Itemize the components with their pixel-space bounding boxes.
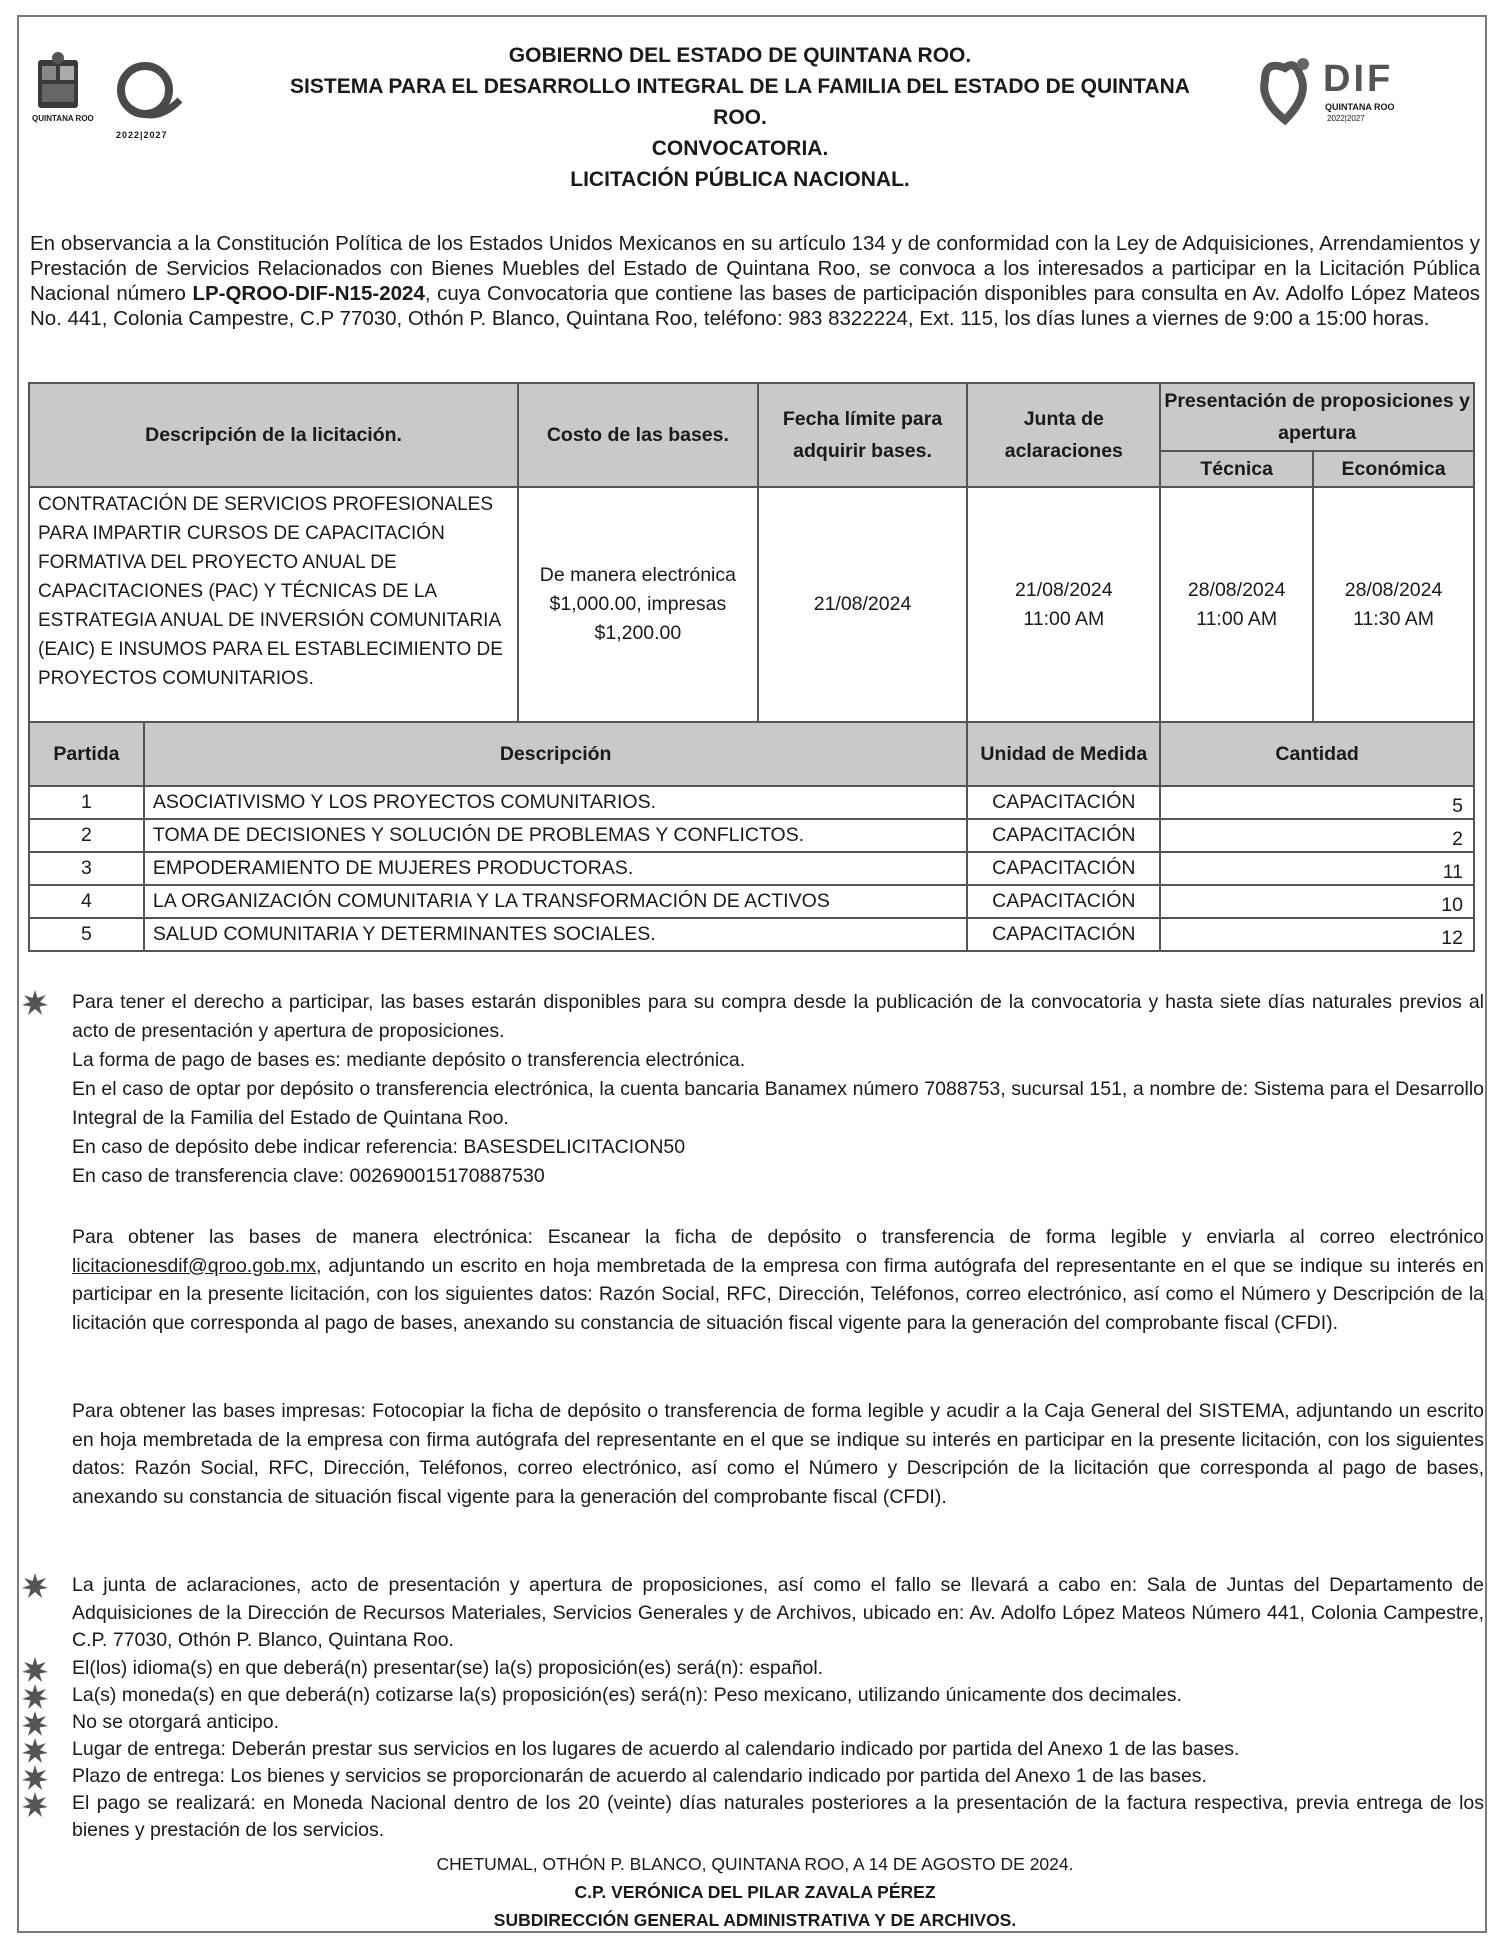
para-delivery-place: Lugar de entrega: Deberán prestar sus servicios en los lugares de acuerdo al calendario indicado por partida del Anexo 1 de las bases. [72,1738,1240,1760]
para-electronic-bases [72,1223,1484,1337]
items-header-cantidad: Cantidad [1160,722,1474,786]
item-unidad: CAPACITACIÓN [967,819,1160,852]
header-costo: Costo de las bases. [518,383,758,487]
junta-time: 11:00 AM [1023,607,1105,630]
burst-bullet-icon [22,1684,48,1710]
burst-bullet-icon [22,1711,48,1737]
tender-description: CONTRATACIÓN DE SERVICIOS PROFESIONALES PARA IMPARTIR CURSOS DE CAPACITACIÓN FORMATIVA DEL PROYECTO ANUAL DE CAPACITACIONES (PAC) Y TÉCNICAS DE LA ESTRATEGIA ANUAL DE INVERSIÓN COMUNITARIA (EAIC) E INSUMOS PARA EL ESTABLECIMIENTO DE PROYECTOS COMUNITARIOS. [29,487,518,722]
tecnica-date: 28/08/2024 [1187,578,1286,601]
item-unidad: CAPACITACIÓN [967,885,1160,918]
burst-bullet-icon [22,1765,48,1791]
electronic-bases-text-2: , adjuntando un escrito en hoja membretada de la empresa con firma autógrafa del representante en el que se indique su interés en participar en la presente licitación, con los siguientes datos: Razón Social, RFC, Dirección, Teléfonos, correo electrónico, así como el Número y Descripción de la licitación que corresponda al pago de bases, anexando su constancia de situación fiscal vigente para la generación del comprobante fiscal (CFDI). [72,1254,1484,1334]
items-header-unidad: Unidad de Medida [967,722,1160,786]
item-partida: 3 [29,852,144,885]
technical-opening [1160,487,1313,722]
signer-name: C.P. VERÓNICA DEL PILAR ZAVALA PÉREZ [574,1882,936,1902]
intro-text-2: , cuya Convocatoria que contiene las bases de participación disponibles para consulta en Av. Adolfo López Mateos No. 441, Colonia Campestre, C.P 77030, Othón P. Blanco, Quintana Roo, teléfono: 983 8322224, Ext. 115, los días lunes a viernes de 9:00 a 15:00 horas. [30,282,1481,330]
para-delivery-term: Plazo de entrega: Los bienes y servicios se proporcionarán de acuerdo al calendario indicado por partida del Anexo 1 de las bases. [72,1765,1207,1787]
para-transfer-key: En caso de transferencia clave: 002690015170887530 [72,1165,545,1187]
email-link[interactable]: licitacionesdif@qroo.gob.mx [72,1254,317,1277]
item-cantidad: 10 [1160,885,1474,918]
item-partida: 4 [29,885,144,918]
clarification-meeting [967,487,1160,722]
item-partida: 1 [29,786,144,819]
electronic-bases-text-1: Para obtener las bases de manera electrónica: Escanear la ficha de depósito o transferencia de forma legible y enviarla al correo electrónico [72,1226,1484,1248]
economica-time: 11:30 AM [1353,607,1435,630]
header-economica: Económica [1313,451,1474,487]
tender-deadline: 21/08/2024 [758,487,968,722]
item-descripcion: EMPODERAMIENTO DE MUJERES PRODUCTORAS. [144,852,967,885]
item-cantidad: 2 [1160,819,1474,852]
tender-cost: De manera electrónica $1,000.00, impresas $1,200.00 [518,487,758,722]
burst-bullet-icon [22,1573,48,1599]
signature-block [230,1850,1280,1934]
item-unidad: CAPACITACIÓN [967,786,1160,819]
table-row [29,852,1474,885]
burst-bullet-icon [22,1738,48,1764]
intro-paragraph [30,231,1480,331]
table-row [29,918,1474,951]
burst-bullet-icon [22,990,48,1016]
para-advance: No se otorgará anticipo. [72,1711,280,1733]
para-payment-form: La forma de pago de bases es: mediante depósito o transferencia electrónica. [72,1049,746,1071]
document-title [230,40,1250,195]
tecnica-time: 11:00 AM [1196,607,1278,630]
burst-bullet-icon [22,1792,48,1818]
tender-number: LP-QROO-DIF-N15-2024 [192,282,425,305]
item-partida: 5 [29,918,144,951]
dif-wordmark: DIF [1323,58,1394,100]
title-line-3: ROO. [713,106,767,129]
place-date: CHETUMAL, OTHÓN P. BLANCO, QUINTANA ROO, A 14 DE AGOSTO DE 2024. [436,1854,1074,1874]
header-fecha: Fecha límite para adquirir bases. [758,383,968,487]
table-row [29,885,1474,918]
item-cantidad: 12 [1160,918,1474,951]
item-cantidad: 11 [1160,852,1474,885]
intro-text-1: En observancia a la Constitución Política de los Estados Unidos Mexicanos en su artículo 134 y de conformidad con la Ley de Adquisiciones, Arrendamientos y Prestación de Servicios Relacionados con Bienes Muebles del Estado de Quintana Roo, se convoca a los interesados a participar en la Licitación Pública Nacional número [30,232,1480,305]
title-line-1: GOBIERNO DEL ESTADO DE QUINTANA ROO. [508,44,972,67]
item-cantidad: 5 [1160,786,1474,819]
item-unidad: CAPACITACIÓN [967,918,1160,951]
para-currency: La(s) moneda(s) en que deberá(n) cotizarse la(s) proposición(es) será(n): Peso mexicano, utilizando únicamente dos decimales. [72,1684,1182,1706]
economic-opening [1313,487,1474,722]
item-descripcion: TOMA DE DECISIONES Y SOLUCIÓN DE PROBLEMAS Y CONFLICTOS. [144,819,967,852]
para-deposit-reference: En caso de depósito debe indicar referencia: BASESDELICITACION50 [72,1136,686,1158]
header-tecnica: Técnica [1160,451,1313,487]
para-meeting-location: La junta de aclaraciones, acto de presentación y apertura de proposiciones, así como el fallo se llevará a cabo en: Sala de Juntas del Departamento de Adquisiciones de la Dirección de Recursos Materiales, Servicios Generales y de Archivos, ubicado en: Av. Adolfo López Mateos Número 441, Colonia Campestre, C.P. 77030, Othón P. Blanco, Quintana Roo. [72,1574,1484,1651]
quintana-roo-logos [30,50,200,140]
header-junta: Junta de aclaraciones [967,383,1160,487]
para-participation: Para tener el derecho a participar, las bases estarán disponibles para su compra desde la publicación de la convocatoria y hasta siete días naturales previos al acto de presentación y apertura de proposiciones. [72,991,1484,1042]
item-descripcion: ASOCIATIVISMO Y LOS PROYECTOS COMUNITARIOS. [144,786,967,819]
dif-heart-icon [1255,50,1325,130]
dif-years: 2022|2027 [1327,114,1365,123]
items-header-partida: Partida [29,722,144,786]
para-payment: El pago se realizará: en Moneda Nacional dentro de los 20 (veinte) días naturales posteriores a la presentación de la factura respectiva, previa entrega de los bienes y prestación de los servicios. [72,1792,1484,1841]
title-line-2: SISTEMA PARA EL DESARROLLO INTEGRAL DE LA FAMILIA DEL ESTADO DE QUINTANA [290,75,1190,98]
signer-office: SUBDIRECCIÓN GENERAL ADMINISTRATIVA Y DE ARCHIVOS. [493,1910,1017,1930]
item-unidad: CAPACITACIÓN [967,852,1160,885]
title-line-5: LICITACIÓN PÚBLICA NACIONAL. [570,168,910,191]
junta-date: 21/08/2024 [1015,578,1113,601]
header [0,0,1506,220]
burst-bullet-icon [22,1657,48,1683]
table-row [29,819,1474,852]
para-bank-account: En el caso de optar por depósito o transferencia electrónica, la cuenta bancaria Banamex número 7088753, sucursal 151, a nombre de: Sistema para el Desarrollo Integral de la Familia del Estado de Quintana Roo. [72,1078,1484,1129]
q-logo-years: 2022|2027 [116,130,168,140]
item-descripcion: SALUD COMUNITARIA Y DETERMINANTES SOCIALES. [144,918,967,951]
coat-of-arms-icon [30,50,200,140]
title-line-4: CONVOCATORIA. [651,137,829,160]
table-row [29,786,1474,819]
item-partida: 2 [29,819,144,852]
header-presentacion: Presentación de proposiciones y apertura [1160,383,1474,451]
tender-table [28,382,1475,952]
item-descripcion: LA ORGANIZACIÓN COMUNITARIA Y LA TRANSFORMACIÓN DE ACTIVOS [144,885,967,918]
dif-sub: QUINTANA ROO [1325,102,1395,112]
para-language: El(los) idioma(s) en que deberá(n) presentar(se) la(s) proposición(es) será(n): español. [72,1657,824,1679]
items-header-descripcion: Descripción [144,722,967,786]
dif-logo [1255,50,1415,140]
header-descripcion: Descripción de la licitación. [29,383,518,487]
economica-date: 28/08/2024 [1344,578,1443,601]
para-printed-bases: Para obtener las bases impresas: Fotocopiar la ficha de depósito o transferencia de forma legible y acudir a la Caja General del SISTEMA, adjuntando un escrito en hoja membretada de la empresa con firma autógrafa del representante en el que se indique su interés en participar en la presente licitación, con los siguientes datos: Razón Social, RFC, Dirección, Teléfonos, correo electrónico, así como el Número y Descripción de la licitación que corresponda al pago de bases, anexando su constancia de situación fiscal vigente para la generación del comprobante fiscal (CFDI). [72,1400,1484,1508]
quintana-roo-label: QUINTANA ROO [32,114,94,123]
